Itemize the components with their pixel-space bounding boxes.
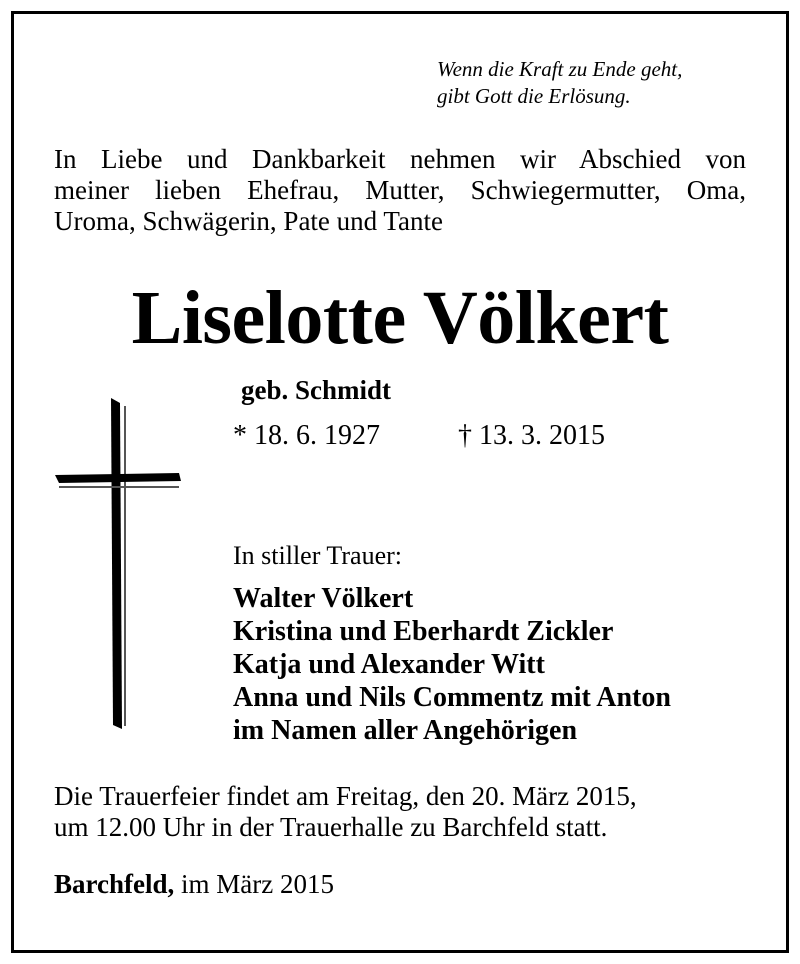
mourner-name: im Namen aller Angehörigen [233,715,578,746]
deceased-name: Liselotte Völkert [131,276,669,360]
cross-horizontal-beam [55,473,181,483]
place-and-date [54,869,334,900]
funeral-service-info [54,781,637,843]
cross-horizontal-highlight [59,486,179,488]
cross-vertical-highlight [124,406,126,726]
motto-line-2: gibt Gott die Erlösung. [437,84,631,108]
cross-icon [53,396,183,731]
mourner-name: Katja und Alexander Witt [233,649,545,680]
service-line-1: Die Trauerfeier findet am Freitag, den 20. März 2015, [54,781,637,811]
maiden-name: geb. Schmidt [241,375,392,405]
intro-line-3: Uroma, Schwägerin, Pate und Tante [54,206,444,236]
closing-date: im März 2015 [181,869,334,899]
intro-text [54,144,746,237]
motto-line-1: Wenn die Kraft zu Ende geht, [437,57,683,81]
motto-verse [437,56,682,110]
mourner-name: Anna und Nils Commentz mit Anton [233,682,671,713]
mourner-name: Kristina und Eberhardt Zickler [233,616,614,647]
service-line-2: um 12.00 Uhr in der Trauerhalle zu Barchfeld statt. [54,812,608,842]
birth-date: * 18. 6. 1927 [233,420,380,451]
mourning-label: In stiller Trauer: [233,541,402,570]
mourners-list [233,582,671,747]
mourner-name: Walter Völkert [233,583,414,614]
closing-place: Barchfeld, [54,869,175,899]
intro-line-1: In Liebe und Dankbarkeit nehmen wir Abschied von [54,144,746,174]
intro-line-2: meiner lieben Ehefrau, Mutter, Schwiegermutter, Oma, [54,175,746,205]
cross-vertical-beam [111,398,122,729]
death-date: † 13. 3. 2015 [458,420,605,451]
